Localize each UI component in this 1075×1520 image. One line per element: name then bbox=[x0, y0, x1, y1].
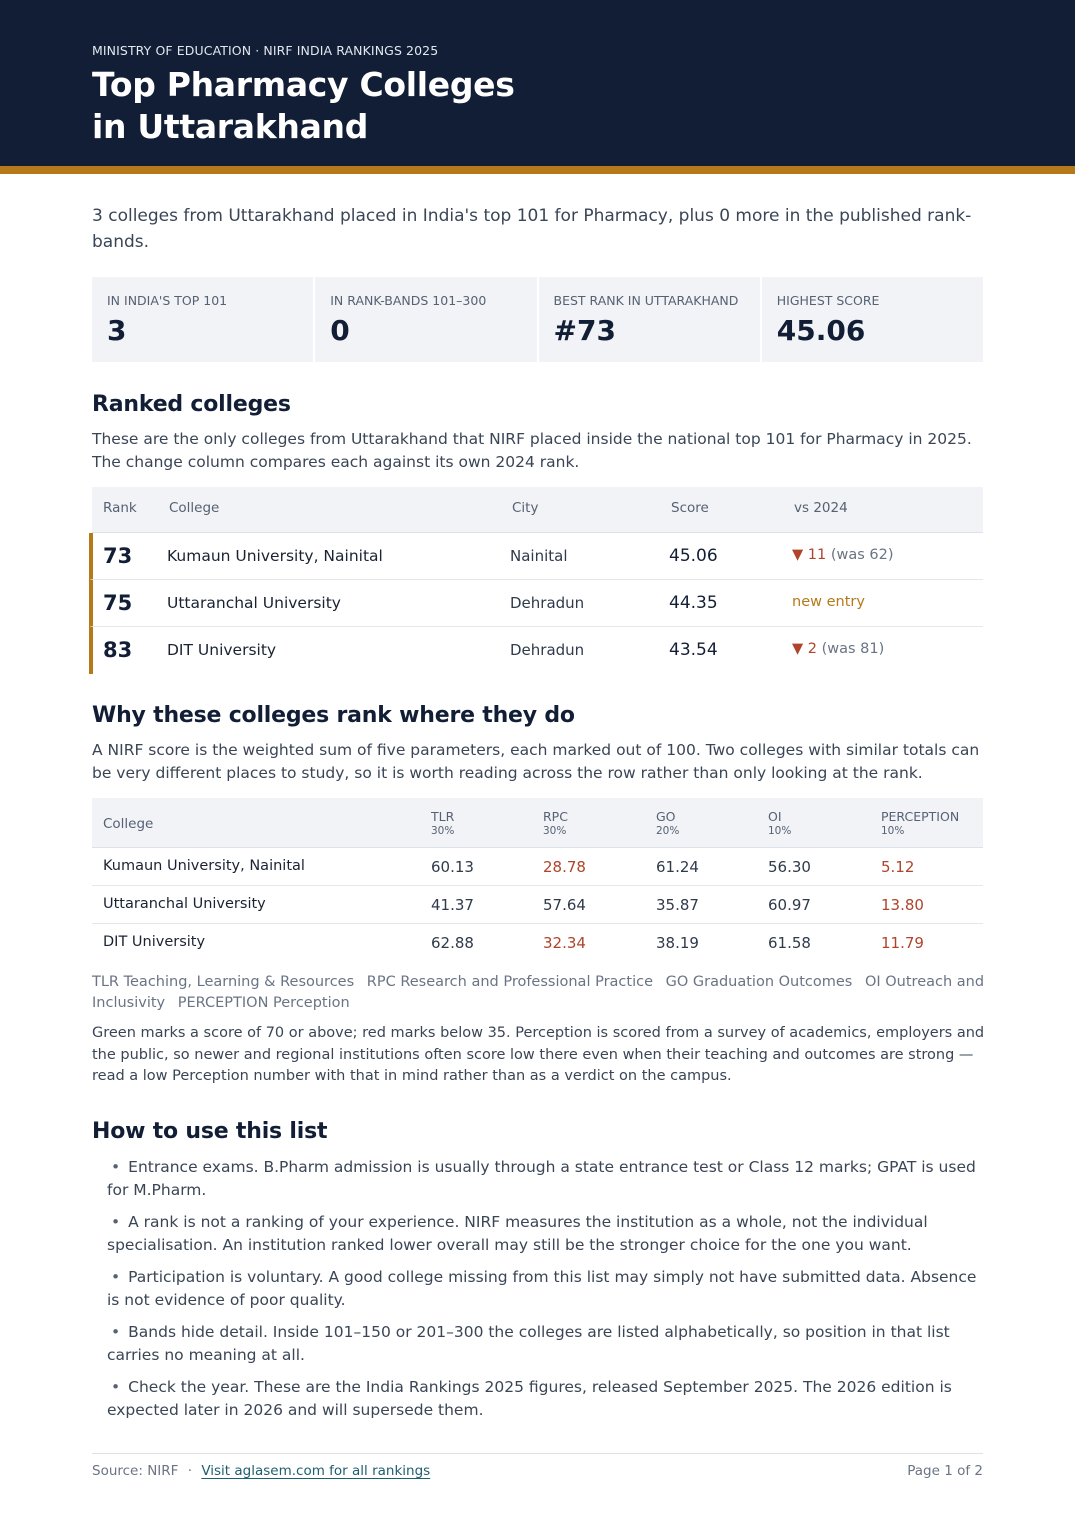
go-cell: 38.19 bbox=[656, 934, 699, 952]
college-cell: Kumaun University, Nainital bbox=[167, 547, 383, 565]
change-cell bbox=[792, 641, 884, 657]
stat-label: HIGHEST SCORE bbox=[776, 293, 880, 308]
perception-cell: 11.79 bbox=[881, 934, 924, 952]
tlr-cell: 62.88 bbox=[431, 934, 474, 952]
college-cell: Kumaun University, Nainital bbox=[103, 858, 305, 874]
column-header-perception bbox=[881, 809, 959, 837]
rank-cell: 75 bbox=[103, 591, 133, 615]
change-amount: 11 bbox=[807, 547, 827, 563]
footer-source bbox=[92, 1463, 430, 1479]
footer-separator: · bbox=[187, 1463, 193, 1479]
stat-value: 45.06 bbox=[776, 314, 866, 347]
college-cell: DIT University bbox=[103, 934, 206, 950]
how-to-use-list bbox=[107, 1156, 987, 1431]
legend-item-tlr: TLR Teaching, Learning & Resources bbox=[92, 974, 355, 990]
city-cell: Dehradun bbox=[510, 641, 585, 659]
why-rank-heading: Why these colleges rank where they do bbox=[92, 703, 575, 728]
page-title bbox=[92, 64, 515, 148]
college-cell: DIT University bbox=[167, 641, 277, 659]
parameter-table bbox=[92, 798, 983, 962]
column-label: RPC bbox=[543, 809, 568, 824]
stat-label: IN RANK-BANDS 101–300 bbox=[330, 293, 487, 308]
table-row bbox=[92, 848, 983, 886]
ranked-colleges-table bbox=[92, 487, 983, 674]
legend-item-go: GO Graduation Outcomes bbox=[665, 974, 853, 990]
list-item bbox=[107, 1156, 987, 1202]
score-cell: 43.54 bbox=[669, 640, 718, 660]
stat-card-top101 bbox=[92, 277, 313, 362]
table-header bbox=[92, 798, 983, 848]
change-cell bbox=[792, 547, 894, 563]
change-amount: 2 bbox=[807, 641, 817, 657]
table-row bbox=[89, 533, 983, 580]
source-label: Source: NIRF bbox=[92, 1463, 179, 1479]
page-number: Page 1 of 2 bbox=[907, 1463, 983, 1479]
previous-rank: (was 81) bbox=[821, 641, 885, 657]
bullet-icon: • bbox=[111, 1323, 121, 1341]
why-rank-description: A NIRF score is the weighted sum of five parameters, each marked out of 100. Two colleges with similar totals can be very different places to study, so it is worth reading across the row rather than only looking at the rank. bbox=[92, 741, 980, 782]
intro-summary: 3 colleges from Uttarakhand placed in India's top 101 for Pharmacy, plus 0 more in the published rank-bands. bbox=[92, 206, 972, 252]
bullet-icon: • bbox=[111, 1213, 121, 1231]
bullet-icon: • bbox=[111, 1268, 121, 1286]
rank-cell: 73 bbox=[103, 544, 133, 568]
ranked-colleges-heading: Ranked colleges bbox=[92, 392, 291, 417]
bullet-icon: • bbox=[111, 1158, 121, 1176]
all-rankings-link[interactable]: Visit aglasem.com for all rankings bbox=[201, 1463, 431, 1479]
column-weight: 30% bbox=[543, 825, 567, 837]
column-header-oi bbox=[768, 809, 791, 837]
column-header-college: College bbox=[169, 500, 220, 516]
column-header-change: vs 2024 bbox=[794, 500, 848, 516]
legend-item-perception: PERCEPTION Perception bbox=[177, 995, 350, 1011]
table-row bbox=[89, 580, 983, 627]
column-header-college: College bbox=[103, 816, 154, 832]
header-accent-stripe bbox=[0, 166, 1075, 174]
page-header bbox=[0, 0, 1075, 166]
legend-item-rpc: RPC Research and Professional Practice bbox=[366, 974, 653, 990]
list-item bbox=[107, 1211, 987, 1257]
score-cell: 44.35 bbox=[669, 593, 718, 613]
tlr-cell: 41.37 bbox=[431, 896, 474, 914]
list-item-text: Bands hide detail. Inside 101–150 or 201–300 the colleges are listed alphabetically, so position in that list carries no meaning at all. bbox=[107, 1323, 950, 1364]
column-label: GO bbox=[656, 809, 676, 824]
city-cell: Dehradun bbox=[510, 594, 585, 612]
rpc-cell: 32.34 bbox=[543, 934, 586, 952]
stat-card-rank-bands bbox=[315, 277, 536, 362]
stat-label: BEST RANK IN UTTARAKHAND bbox=[553, 293, 739, 308]
list-item bbox=[107, 1376, 987, 1422]
column-weight: 10% bbox=[768, 825, 792, 837]
go-cell: 61.24 bbox=[656, 858, 699, 876]
perception-cell: 13.80 bbox=[881, 896, 924, 914]
header-eyebrow: MINISTRY OF EDUCATION · NIRF INDIA RANKINGS 2025 bbox=[92, 43, 439, 58]
table-row bbox=[92, 924, 983, 962]
oi-cell: 56.30 bbox=[768, 858, 811, 876]
oi-cell: 60.97 bbox=[768, 896, 811, 914]
go-cell: 35.87 bbox=[656, 896, 699, 914]
legend-item-oi: OI Outreach and Inclusivity bbox=[92, 974, 985, 1011]
down-arrow-icon: ▼ bbox=[792, 641, 804, 657]
college-cell: Uttaranchal University bbox=[167, 594, 341, 612]
column-header-rank: Rank bbox=[103, 500, 137, 516]
parameter-legend bbox=[92, 972, 987, 1014]
column-weight: 20% bbox=[656, 825, 680, 837]
tlr-cell: 60.13 bbox=[431, 858, 474, 876]
bullet-icon: • bbox=[111, 1378, 121, 1396]
previous-rank: (was 62) bbox=[830, 547, 894, 563]
column-header-city: City bbox=[512, 500, 539, 516]
stats-strip bbox=[92, 277, 983, 362]
column-header-score: Score bbox=[671, 500, 709, 516]
rank-cell: 83 bbox=[103, 638, 133, 662]
column-label: OI bbox=[768, 809, 782, 824]
stat-label: IN INDIA'S TOP 101 bbox=[107, 293, 228, 308]
page-title-line-1: Top Pharmacy Colleges bbox=[92, 65, 515, 104]
stat-card-best-rank bbox=[539, 277, 760, 362]
list-item bbox=[107, 1321, 987, 1367]
oi-cell: 61.58 bbox=[768, 934, 811, 952]
column-label: PERCEPTION bbox=[881, 809, 960, 824]
column-header-rpc bbox=[543, 809, 568, 837]
page-title-line-2: in Uttarakhand bbox=[92, 107, 369, 146]
score-cell: 45.06 bbox=[669, 546, 718, 566]
rpc-cell: 57.64 bbox=[543, 896, 586, 914]
perception-cell: 5.12 bbox=[881, 858, 915, 876]
stat-value: 0 bbox=[330, 314, 350, 347]
down-arrow-icon: ▼ bbox=[792, 547, 804, 563]
score-color-note: Green marks a score of 70 or above; red marks below 35. Perception is scored from a survey of academics, employers and the public, so newer and regional institutions often score low there even when their teaching and outcomes are strong — read a low Perception number with that in mind rather than as a verdict on the campus. bbox=[92, 1025, 985, 1084]
college-cell: Uttaranchal University bbox=[103, 896, 266, 912]
list-item-text: A rank is not a ranking of your experience. NIRF measures the institution as a whole, not the individual specialisation. An institution ranked lower overall may still be the stronger choice for the one you want. bbox=[107, 1213, 928, 1254]
city-cell: Nainital bbox=[510, 547, 568, 565]
ranked-colleges-description: These are the only colleges from Uttarakhand that NIRF placed inside the national top 101 for Pharmacy in 2025. The change column compares each against its own 2024 rank. bbox=[92, 430, 972, 471]
how-to-use-heading: How to use this list bbox=[92, 1119, 328, 1144]
rpc-cell: 28.78 bbox=[543, 858, 586, 876]
column-weight: 30% bbox=[431, 825, 455, 837]
column-header-go bbox=[656, 809, 679, 837]
column-header-tlr bbox=[431, 809, 454, 837]
list-item-text: Entrance exams. B.Pharm admission is usually through a state entrance test or Class 12 marks; GPAT is used for M.Pharm. bbox=[107, 1158, 976, 1199]
table-header bbox=[92, 487, 983, 533]
table-row bbox=[92, 886, 983, 924]
stat-card-highest-score bbox=[762, 277, 983, 362]
list-item bbox=[107, 1266, 987, 1312]
new-entry-badge: new entry bbox=[792, 594, 865, 610]
table-row bbox=[89, 627, 983, 674]
column-weight: 10% bbox=[881, 825, 905, 837]
stat-value: #73 bbox=[553, 314, 616, 347]
list-item-text: Participation is voluntary. A good college missing from this list may simply not have submitted data. Absence is not evidence of poor quality. bbox=[107, 1268, 977, 1309]
footer-divider bbox=[92, 1453, 983, 1454]
list-item-text: Check the year. These are the India Rankings 2025 figures, released September 2025. The 2026 edition is expected later in 2026 and will supersede them. bbox=[107, 1378, 952, 1419]
stat-value: 3 bbox=[107, 314, 127, 347]
column-label: TLR bbox=[431, 809, 455, 824]
